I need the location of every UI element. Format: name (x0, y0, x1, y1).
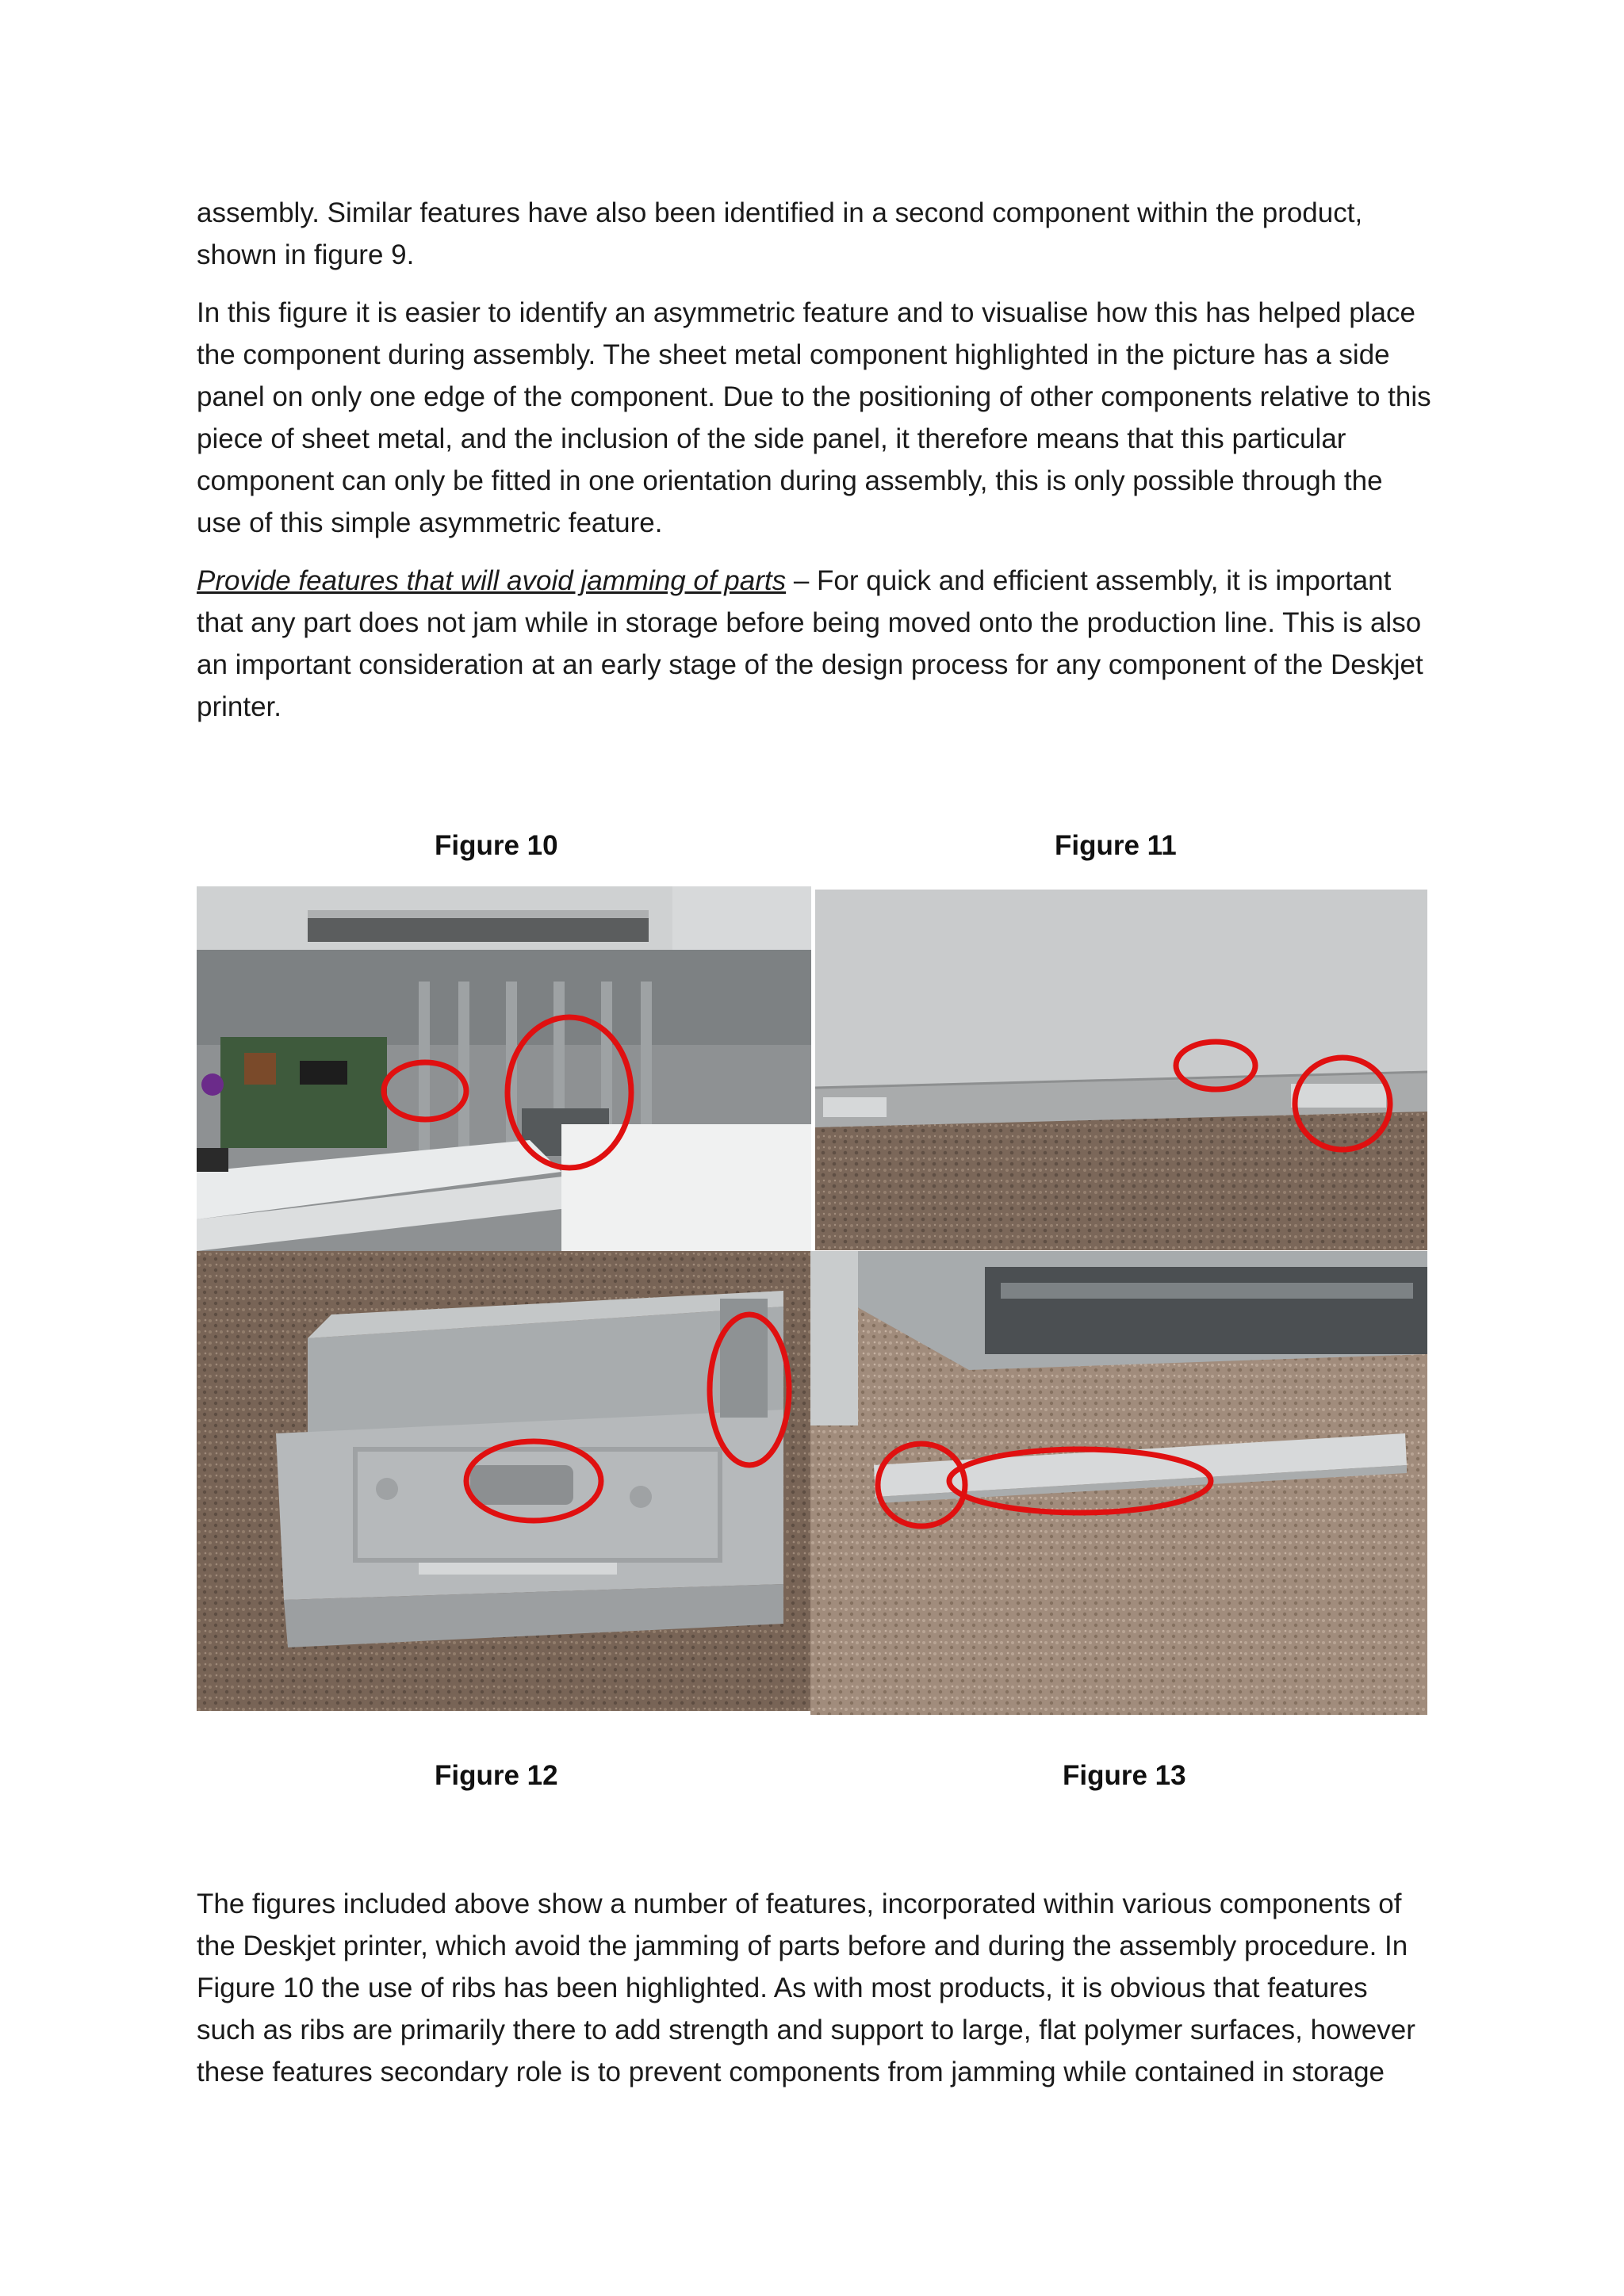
figure-11-image (815, 890, 1427, 1250)
figure-10-image (197, 886, 811, 1251)
paragraph-3 (197, 560, 1434, 728)
figure-12-image (197, 1251, 811, 1711)
figure-13-caption: Figure 13 (1063, 1760, 1186, 1791)
figure-11-caption: Figure 11 (1055, 830, 1177, 861)
paragraph-3-body: – For quick and efficient assembly, it is important that any part does not jam while in storage before being moved onto the production line. This is also an important consideration at an early stage of the design process for any component of the Deskjet printer. (197, 565, 1423, 722)
top-text (197, 192, 1434, 728)
figure-10-caption: Figure 10 (435, 830, 558, 861)
bottom-text (197, 1883, 1434, 2093)
figure-13-image (810, 1251, 1427, 1715)
paragraph-2: In this figure it is easier to identify an asymmetric feature and to visualise how this has helped place the component during assembly. The sheet metal component highlighted in the picture has a side panel on only one edge of the component. Due to the positioning of other components relative to this piece of sheet metal, and the inclusion of the side panel, it therefore means that this particular component can only be fitted in one orientation during assembly, this is only possible through the use of this simple asymmetric feature. (197, 297, 1431, 538)
section-heading: Provide features that will avoid jamming of parts (197, 565, 787, 596)
paragraph-1: assembly. Similar features have also been identified in a second component within the product, shown in figure 9. (197, 197, 1363, 270)
figure-12-caption: Figure 12 (435, 1760, 558, 1791)
paragraph-4: The figures included above show a number of features, incorporated within various components of the Deskjet printer, which avoid the jamming of parts before and during the assembly procedure. In Figure 10 the use of ribs has been highlighted. As with most products, it is obvious that features such as ribs are primarily there to add strength and support to large, flat polymer surfaces, however these features secondary role is to prevent components from jamming while contained in storage (197, 1888, 1415, 2087)
